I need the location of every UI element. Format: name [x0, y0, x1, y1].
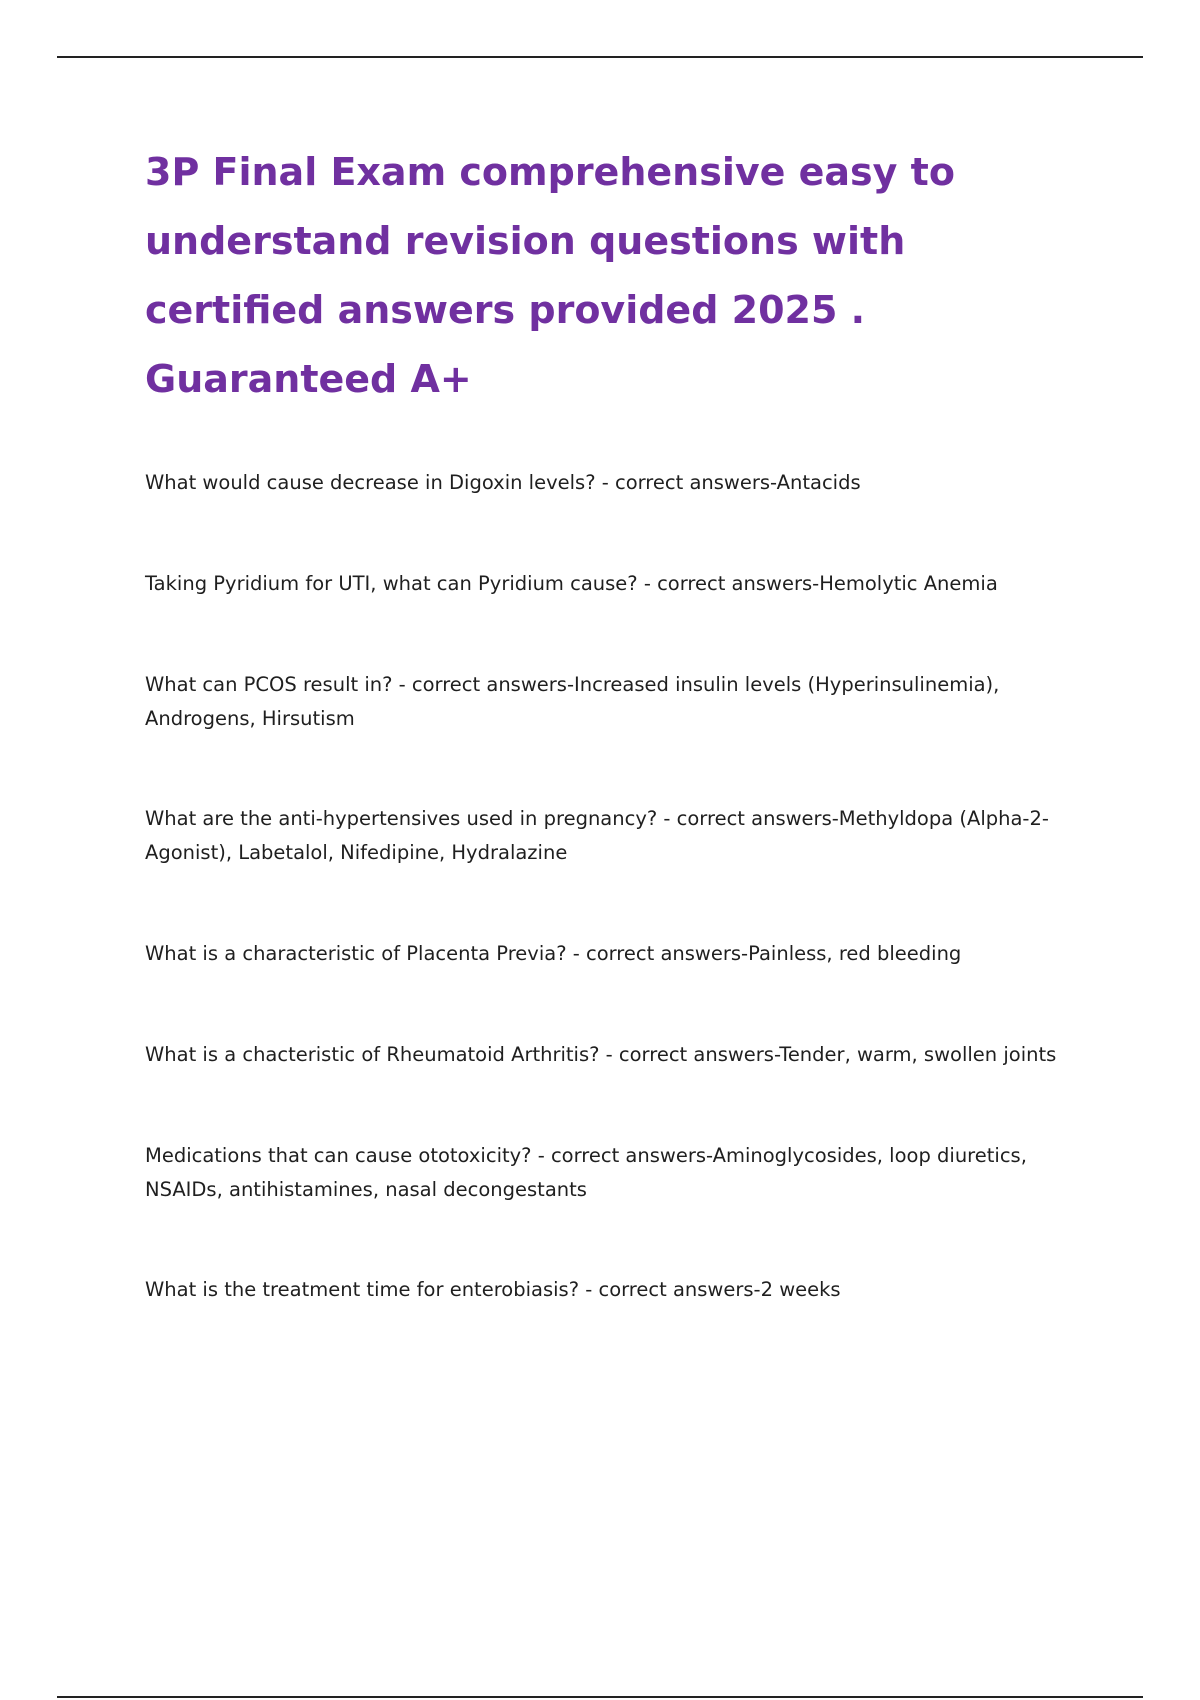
qa-item: What are the anti-hypertensives used in pregnancy? - correct answers-Methyldopa (Alpha-2-Agonist), Labetalol, Nifedipine, Hydralazine	[145, 807, 1049, 864]
qa-item: Medications that can cause ototoxicity? - correct answers-Aminoglycosides, loop diuretics, NSAIDs, antihistamines, nasal decongestants	[145, 1144, 1027, 1201]
top-rule	[57, 56, 1143, 58]
qa-item: What is the treatment time for enterobiasis? - correct answers-2 weeks	[145, 1278, 841, 1301]
qa-item: What can PCOS result in? - correct answers-Increased insulin levels (Hyperinsulinemia), Androgens, Hirsutism	[145, 673, 1000, 730]
qa-item: Taking Pyridium for UTI, what can Pyridium cause? - correct answers-Hemolytic Anemia	[145, 572, 998, 595]
bottom-rule	[57, 1696, 1143, 1698]
qa-item: What would cause decrease in Digoxin levels? - correct answers-Antacids	[145, 471, 861, 494]
document-title: 3P Final Exam comprehensive easy to understand revision questions with certified answers provided 2025 . Guaranteed A+	[145, 150, 955, 401]
qa-item: What is a characteristic of Placenta Previa? - correct answers-Painless, red bleeding	[145, 942, 962, 965]
qa-item: What is a chacteristic of Rheumatoid Arthritis? - correct answers-Tender, warm, swollen joints	[145, 1043, 1057, 1066]
